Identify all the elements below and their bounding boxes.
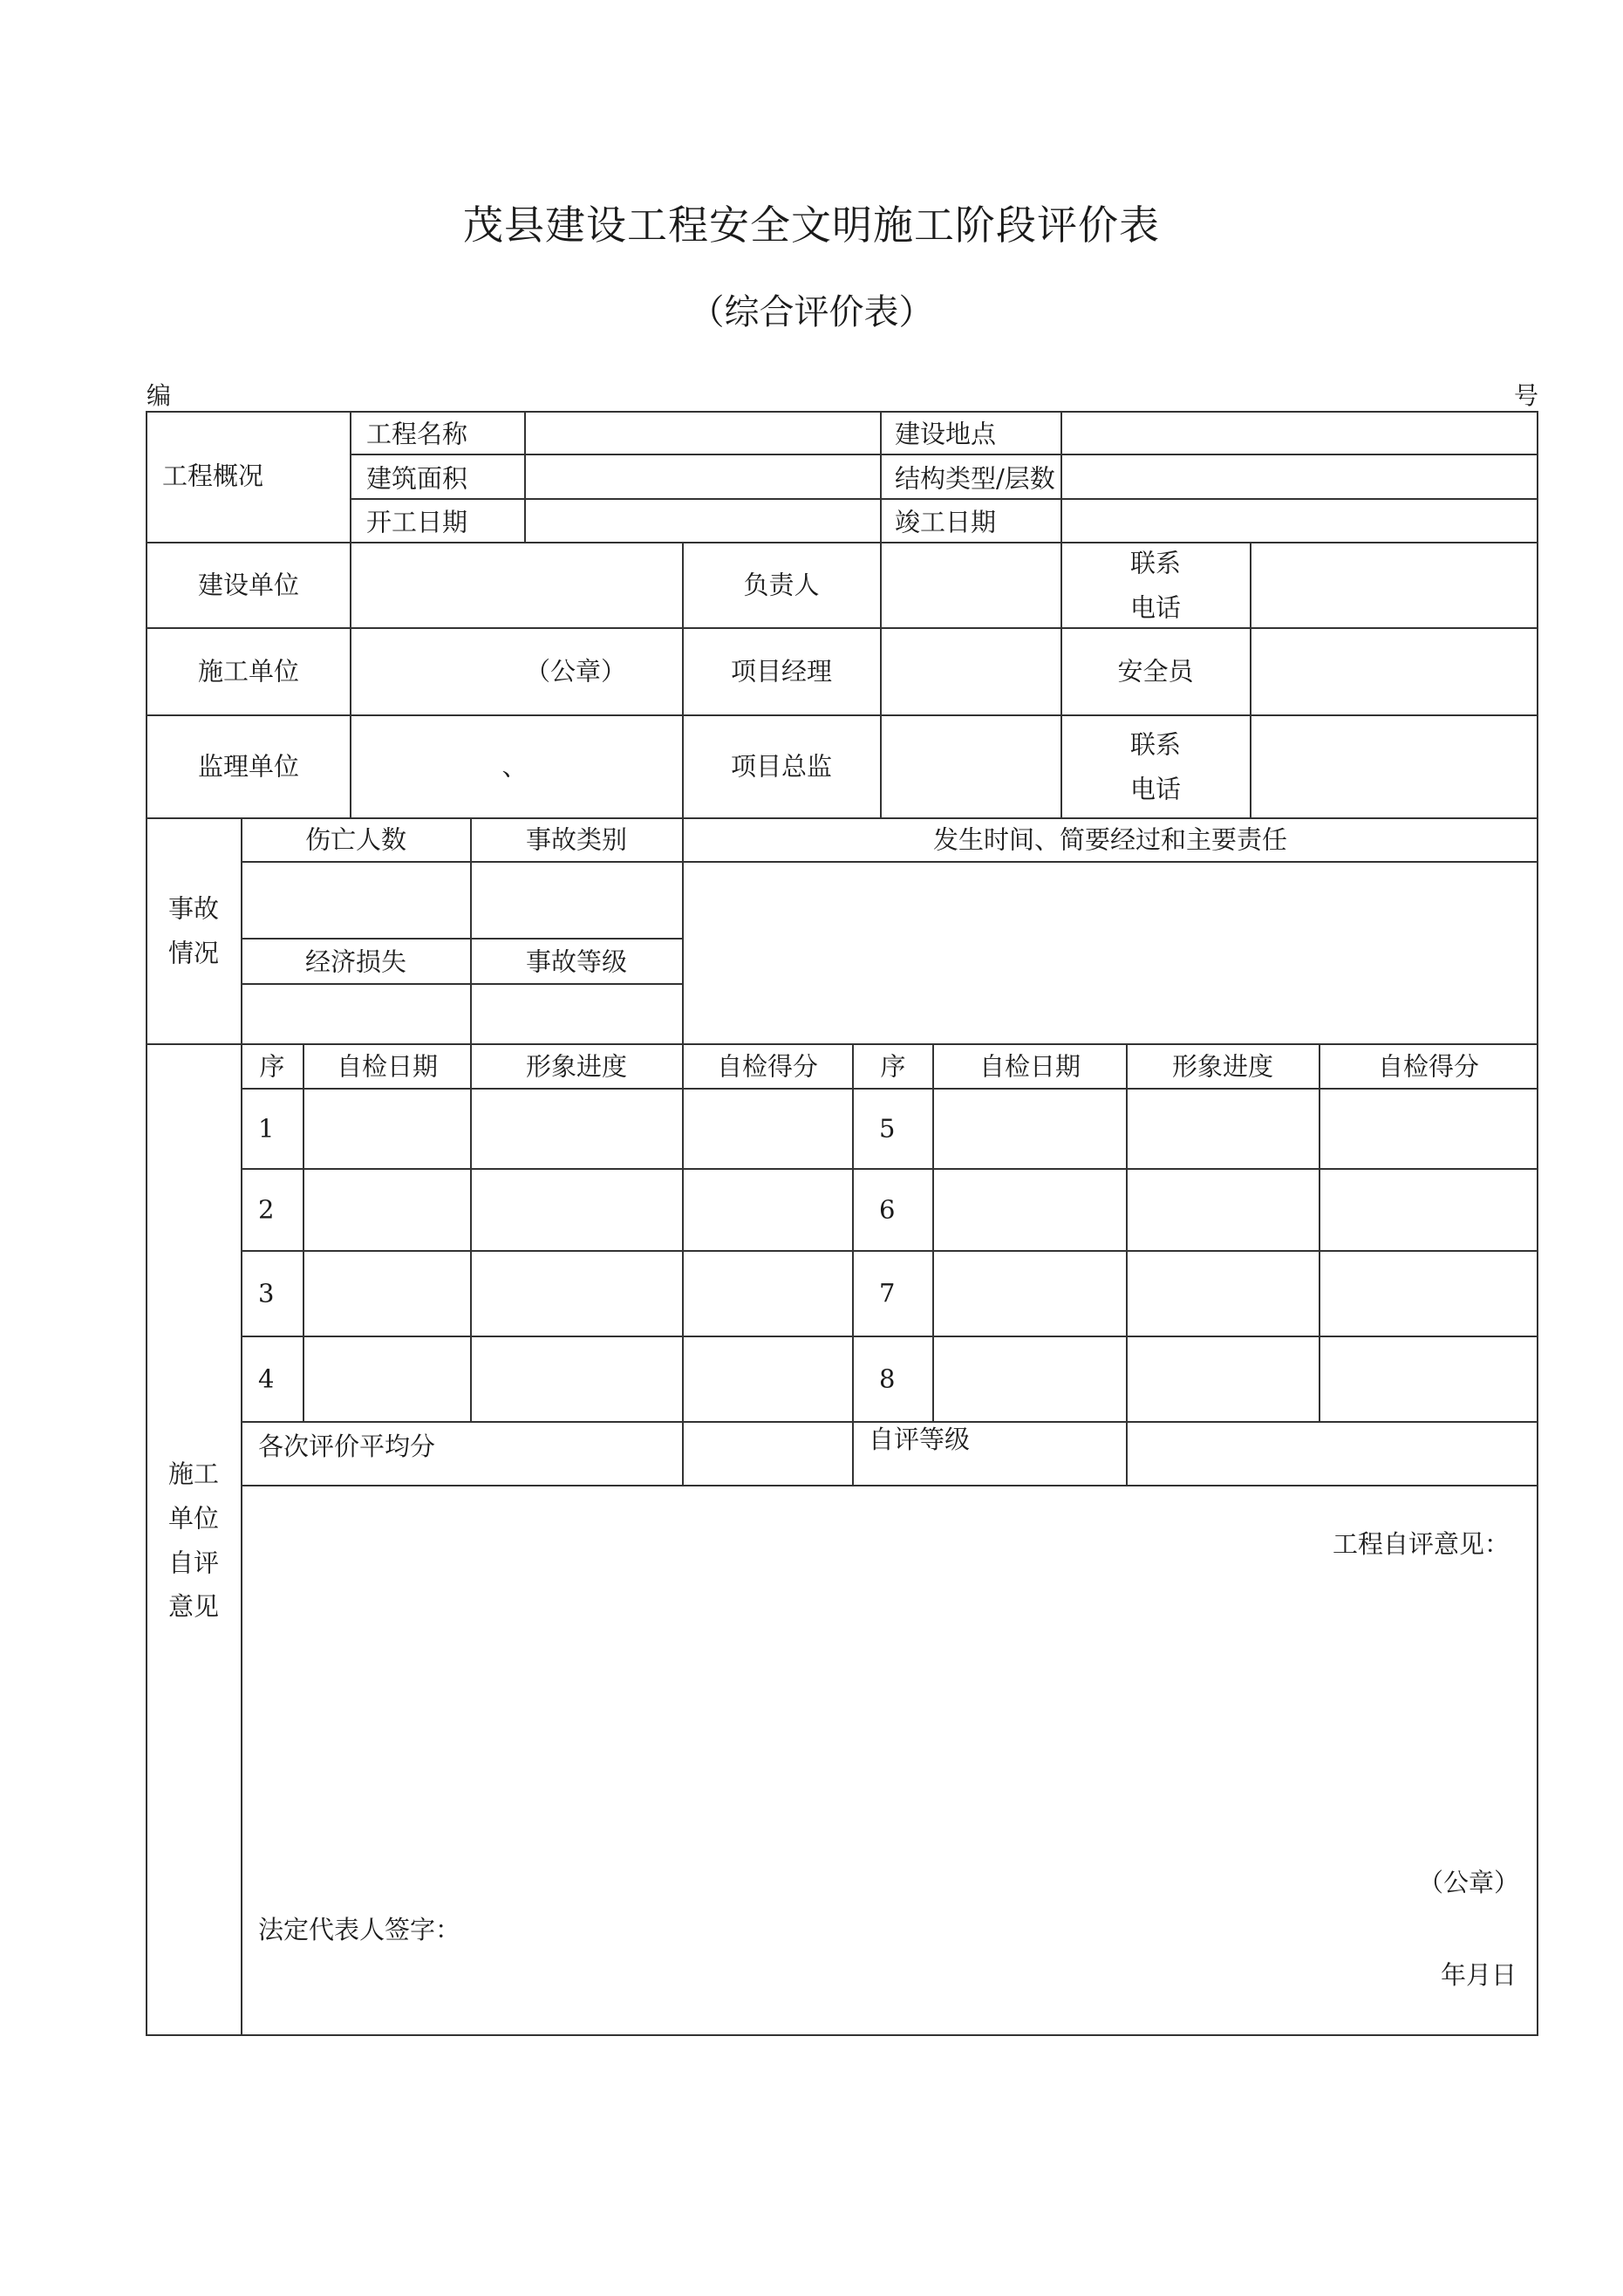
contact-line-2: 电话 [1129,592,1182,622]
average-score-label: 各次评价平均分 [258,1432,436,1461]
owner-contact-label [1130,541,1181,630]
responsible-person-label: 负责人 [743,570,820,600]
self-opinion-label: 工程自评意见： [1333,1529,1510,1559]
self-grade-label: 自评等级 [869,1425,971,1454]
self-eval-label-line-3: 自评 [167,1548,220,1577]
table-header: 自检日期 [979,1051,1081,1082]
row-number: 6 [879,1194,896,1225]
self-eval-label [168,1452,219,1630]
table-header: 序 [259,1051,285,1082]
supervisor-unit-label: 监理单位 [197,751,300,782]
row-number: 5 [879,1113,896,1144]
accident-label-line-1: 事故 [167,893,220,924]
overview-label: 工程概况 [162,461,264,491]
table-header: 序 [880,1051,906,1082]
contractor-seal-label: （公章） [524,656,627,687]
table-header: 形象进度 [525,1051,628,1082]
supervisor-contact-label [1130,722,1181,811]
accident-label-line-2: 情况 [167,938,220,967]
start-date-label: 开工日期 [366,507,468,537]
owner-unit-label: 建设单位 [197,570,300,600]
contact-line-2: 电话 [1129,774,1182,803]
accident-category-header: 事故类别 [525,824,628,855]
legal-rep-signature-label: 法定代表人签字： [258,1915,461,1944]
safety-officer-label: 安全员 [1117,656,1194,687]
casualties-header: 伤亡人数 [304,824,407,855]
contact-line-1: 联系 [1129,548,1182,578]
project-manager-label: 项目经理 [730,656,833,687]
document-subtitle: （综合评价表） [689,292,934,332]
serial-label-left: 编 [147,381,172,410]
accident-label [168,886,219,975]
end-date-label: 竣工日期 [895,507,997,537]
row-number: 3 [258,1278,275,1309]
accident-details-header: 发生时间、简要经过和主要责任 [932,824,1288,855]
project-name-label: 工程名称 [366,419,468,449]
structure-label: 结构类型/层数 [895,463,1055,494]
row-number: 8 [879,1363,896,1394]
location-label: 建设地点 [895,419,997,449]
row-number: 4 [258,1363,275,1394]
table-header: 自检得分 [1377,1051,1480,1082]
supervisor-mark: 、 [501,751,528,782]
contractor-unit-label: 施工单位 [197,656,300,687]
self-eval-label-line-4: 意见 [167,1591,220,1622]
self-eval-date-label: 年月日 [1441,1960,1517,1990]
row-number: 2 [258,1194,275,1225]
row-number: 7 [879,1278,896,1309]
table-header: 自检日期 [336,1051,439,1082]
economic-loss-header: 经济损失 [304,946,407,977]
serial-label-right: 号 [1514,381,1539,410]
table-header: 形象进度 [1171,1051,1274,1082]
self-eval-label-line-2: 单位 [167,1503,220,1534]
table-header: 自检得分 [716,1051,819,1082]
row-number: 1 [258,1113,275,1144]
contact-line-1: 联系 [1129,729,1182,760]
document-title: 茂县建设工程安全文明施工阶段评价表 [463,202,1160,249]
chief-supervisor-label: 项目总监 [730,751,833,782]
area-label: 建筑面积 [366,463,468,494]
self-eval-seal-label: （公章） [1418,1868,1520,1897]
accident-grade-header: 事故等级 [525,946,628,977]
self-eval-label-line-1: 施工 [167,1459,220,1489]
